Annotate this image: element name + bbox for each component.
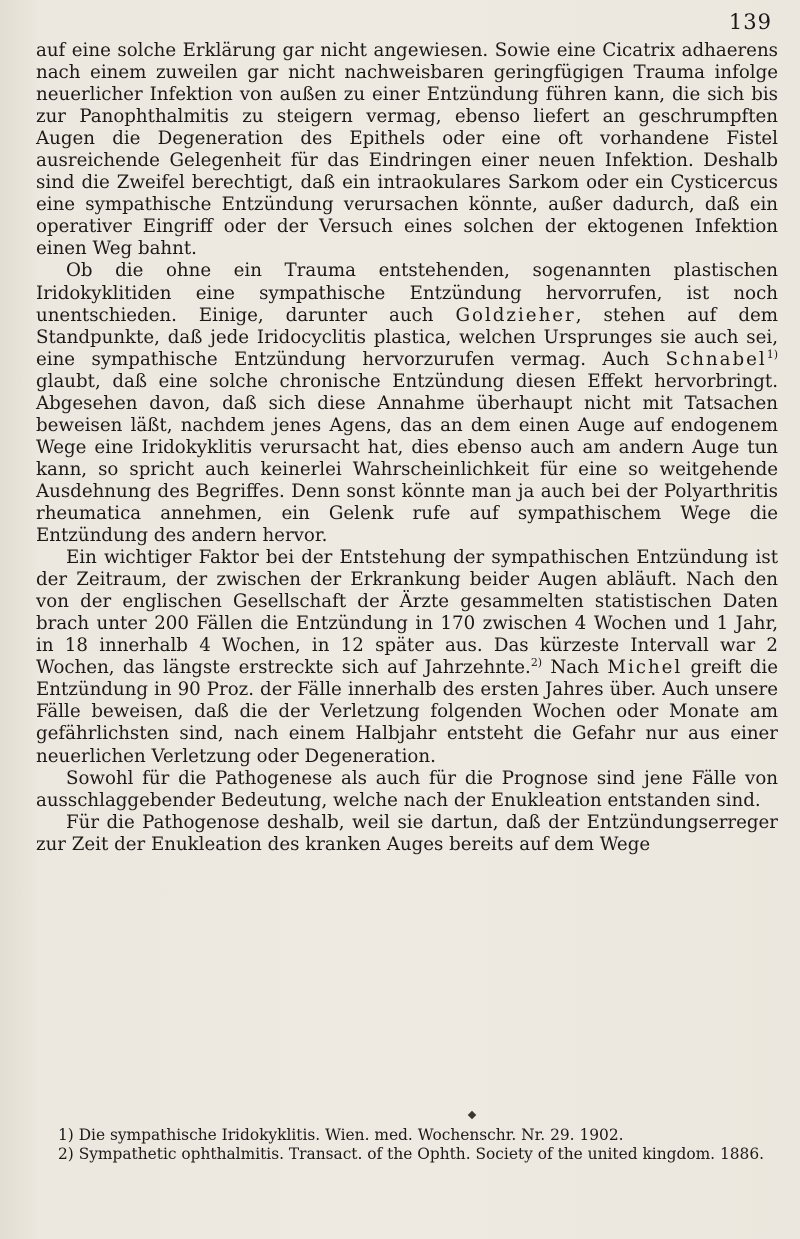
author-name-goldzieher: Goldzieher [455, 304, 576, 326]
paragraph-1 [36, 40, 778, 260]
footnote-2: 2) Sympathetic ophthalmitis. Transact. of the Ophth. Society of the united kingdom. 1886. [58, 1145, 765, 1163]
paragraph-text: auf eine solche Erklärung gar nicht angewiesen. Sowie eine Cicatrix adhaerens nach einem zuweilen gar nicht nachweisbaren geringfügigen Trauma infolge neuerlicher Infektion von außen zu einer Entzündung führen kann, die sich bis zur Panophthalmitis zu steigern vermag, ebenso liefert an geschrumpften Augen die Degeneration des Epithels oder eine oft vorhandene Fistel ausreichende Gelegenheit für das Eindringen einer neuen Infektion. Deshalb sind die Zweifel berechtigt, daß ein intraokulares Sarkom oder ein Cysticercus eine sympathische Entzündung verursachen könnte, außer dadurch, daß ein operativer Eingriff oder der Versuch eines solchen der ektogenen Infektion einen Weg bahnt. [36, 40, 778, 260]
paragraph-text: Für die Pathogenose deshalb, weil sie dartun, daß der Entzündungserreger zur Zeit der Enukleation des kranken Auges bereits auf dem Wege [36, 811, 778, 855]
paragraph-3 [36, 547, 778, 767]
paragraph-5 [36, 812, 778, 856]
footnote-ref-2: 2) [530, 656, 543, 670]
author-name-schnabel: Schnabel [665, 348, 767, 370]
paragraph-4 [36, 768, 778, 812]
body-text [36, 40, 778, 856]
paragraph-text: Nach [542, 657, 608, 679]
paragraph-text: Ein wichtiger Faktor bei der Entstehung der sympathischen Entzündung ist der Zeitraum, der zwischen der Erkrankung beider Augen abläuft. Nach den von der englischen Gesellschaft der Ärzte gesammelten statistischen Daten brach unter 200 Fällen die Entzündung in 170 zwischen 4 Wochen und 1 Jahr, in 18 innerhalb 4 Wochen, in 12 später aus. Das kürzeste Intervall war 2 Wochen, das längste erstreckte sich auf Jahrzehnte. [36, 547, 778, 679]
paragraph-2 [36, 260, 778, 547]
print-mark [468, 1111, 476, 1119]
paragraph-text: , stehen auf dem Standpunkte, daß jede Iridocyclitis plastica, welchen Ursprunges sie auch sei, eine sympathische Entzündung hervorzurufen vermag. Auch [36, 304, 778, 370]
author-name-michel: Michel [607, 657, 683, 679]
paragraph-text: Ob die ohne ein Trauma entstehenden, sogenannten plastischen Iridokyklitiden eine sympathische Entzündung hervorrufen, ist noch unentschieden. Einige, darunter auch [36, 260, 778, 326]
footnotes [36, 1126, 778, 1164]
paragraph-text: glaubt, daß eine solche chronische Entzündung diesen Effekt hervorbringt. Abgesehen davon, daß sich diese Annahme überhaupt nicht mit Tatsachen beweisen läßt, nachdem jenes Agens, das an dem einen Auge auf endogenem Wege eine Iridokyklitis verursacht hat, dies ebenso auch am andern Auge tun kann, so spricht auch keinerlei Wahrscheinlichkeit für eine so weitgehende Ausdehnung des Begriffes. Denn sonst könnte man ja auch bei der Polyarthritis rheumatica annehmen, ein Gelenk rufe auf sympathischem Wege die Entzündung des andern hervor. [36, 370, 778, 547]
footnote-ref-1: 1) [766, 347, 778, 361]
paragraph-text: Sowohl für die Pathogenese als auch für die Prognose sind jene Fälle von ausschlaggebender Bedeutung, welche nach der Enukleation entstanden sind. [36, 767, 778, 811]
footnote-1: 1) Die sympathische Iridokyklitis. Wien. med. Wochenschr. Nr. 29. 1902. [58, 1126, 624, 1144]
page-number: 139 [728, 10, 772, 34]
paragraph-text: greift die Entzündung in 90 Proz. der Fälle innerhalb des ersten Jahres über. Auch unsere Fälle beweisen, daß die der Verletzung folgenden Wochen oder Monate am gefährlichsten sind, nach einem Halbjahr entsteht die Gefahr nur aus einer neuerlichen Verletzung oder Degeneration. [36, 657, 778, 767]
